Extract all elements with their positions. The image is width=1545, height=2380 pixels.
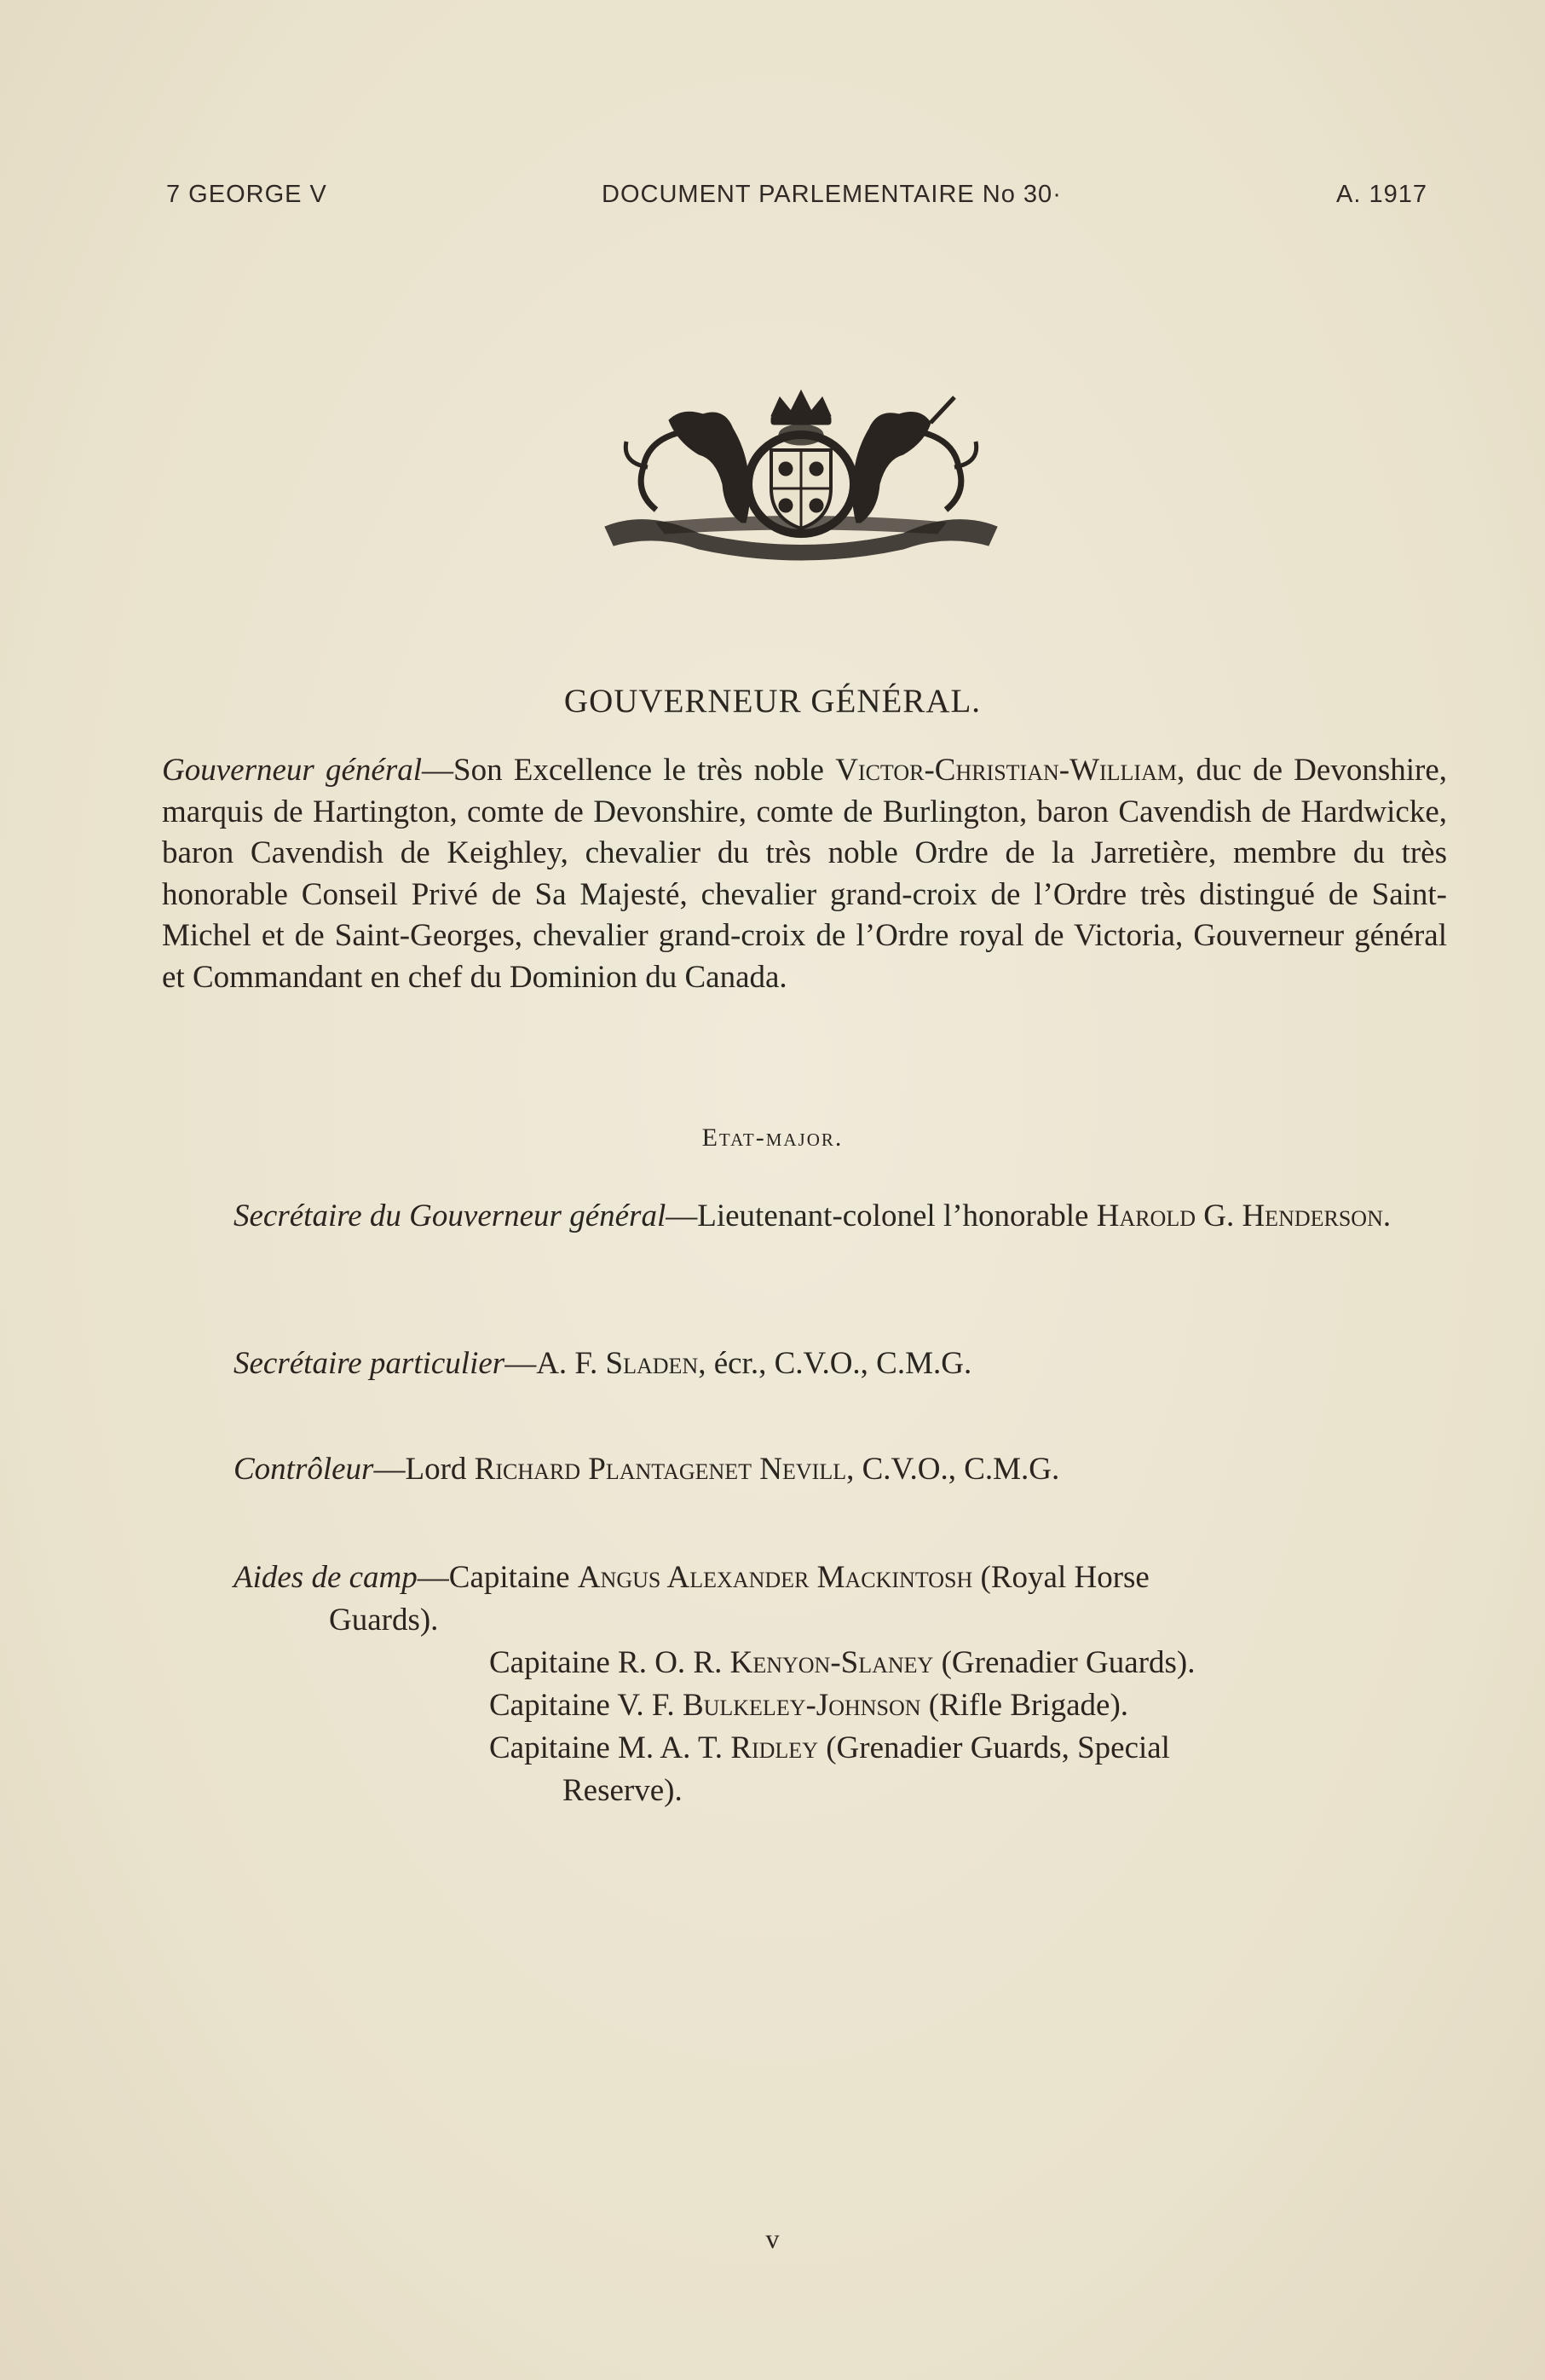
aide-third-end: (Rifle Brigade). (920, 1688, 1129, 1723)
aide-first (233, 1557, 1447, 1599)
royal-coat-of-arms-icon (597, 382, 1006, 565)
aide-fourth-prefix: Capitaine M. A. T. (489, 1730, 731, 1765)
secretary-end: . (1382, 1199, 1392, 1233)
aide-first-end: (Royal Horse (972, 1560, 1150, 1595)
private-secretary-text: —A. F. (504, 1346, 606, 1381)
governor-text-b: , duc de Devonshire, marquis de Hartington, comte de Devonshire, comte de Burlington, baron Cavendish de Hardwicke, baron Cavendish de Keighley, chevalier du très noble Ordre de la Jarretière, membre du très honorable Conseil Privé de Sa Majesté, chevalier grand-croix de l’Ordre très distingué de Saint-Michel et de Saint-Georges, chevalier grand-croix de l’Ordre royal de Victoria, Gouverneur général et Commandant en chef du Dominion du Canada. (162, 753, 1447, 995)
governor-general-entry (162, 750, 1447, 998)
staff-heading: Etat-major. (701, 1124, 844, 1152)
aide-fourth-name: Ridley (730, 1730, 818, 1765)
aide-fourth (233, 1727, 1447, 1770)
aide-first-cont-text: Guards). (329, 1603, 439, 1638)
running-header (166, 181, 1427, 209)
aide-fourth-continuation (233, 1770, 1447, 1812)
aide-first-continuation (233, 1599, 1545, 1642)
private-secretary-end: , écr., C.V.O., C.M.G. (698, 1346, 972, 1381)
header-year: A. 1917 (1336, 181, 1427, 208)
aide-third-name: Bulkeley-Johnson (682, 1688, 921, 1723)
header-regnal-year: 7 GEORGE V (166, 181, 327, 208)
private-secretary-label: Secrétaire particulier (233, 1346, 505, 1381)
aide-first-name: Angus Alexander Mackintosh (577, 1560, 973, 1595)
section-title: GOUVERNEUR GÉNÉRAL. (563, 683, 982, 719)
aide-first-text: —Capitaine (417, 1560, 578, 1595)
controller-entry (233, 1451, 1059, 1488)
aide-second-name: Kenyon-Slaney (729, 1645, 934, 1680)
secretary-label: Secrétaire du Gouverneur général (233, 1199, 666, 1233)
private-secretary-entry (233, 1345, 971, 1382)
aide-third (233, 1684, 1447, 1727)
aides-label: Aides de camp (233, 1560, 418, 1595)
governor-label: Gouverneur général (162, 753, 423, 788)
secretary-name: Harold G. Henderson (1096, 1199, 1383, 1233)
controller-text: —Lord (373, 1452, 475, 1487)
aide-fourth-cont-text: Reserve). (562, 1773, 683, 1808)
header-document-number: DOCUMENT PARLEMENTAIRE No 30· (602, 181, 1062, 208)
controller-label: Contrôleur (233, 1452, 374, 1487)
aide-second-prefix: Capitaine R. O. R. (489, 1645, 730, 1680)
controller-name: Richard Plantagenet Nevill (474, 1452, 847, 1487)
aide-third-prefix: Capitaine V. F. (489, 1688, 683, 1723)
aide-second (233, 1642, 1447, 1684)
aides-de-camp-entry (233, 1557, 1447, 1812)
aide-second-end: (Grenadier Guards). (933, 1645, 1196, 1680)
controller-end: , C.V.O., C.M.G. (846, 1452, 1060, 1487)
private-secretary-name: Sladen (605, 1346, 699, 1381)
governor-name: Victor-Christian-William (835, 753, 1177, 788)
aide-fourth-end: (Grenadier Guards, Special (817, 1730, 1170, 1765)
secretary-text: —Lieutenant-colonel l’honorable (666, 1199, 1097, 1233)
secretary-entry (162, 1195, 1447, 1238)
page-number: v (765, 2223, 780, 2254)
governor-text-a: —Son Excellence le très noble (422, 753, 836, 788)
